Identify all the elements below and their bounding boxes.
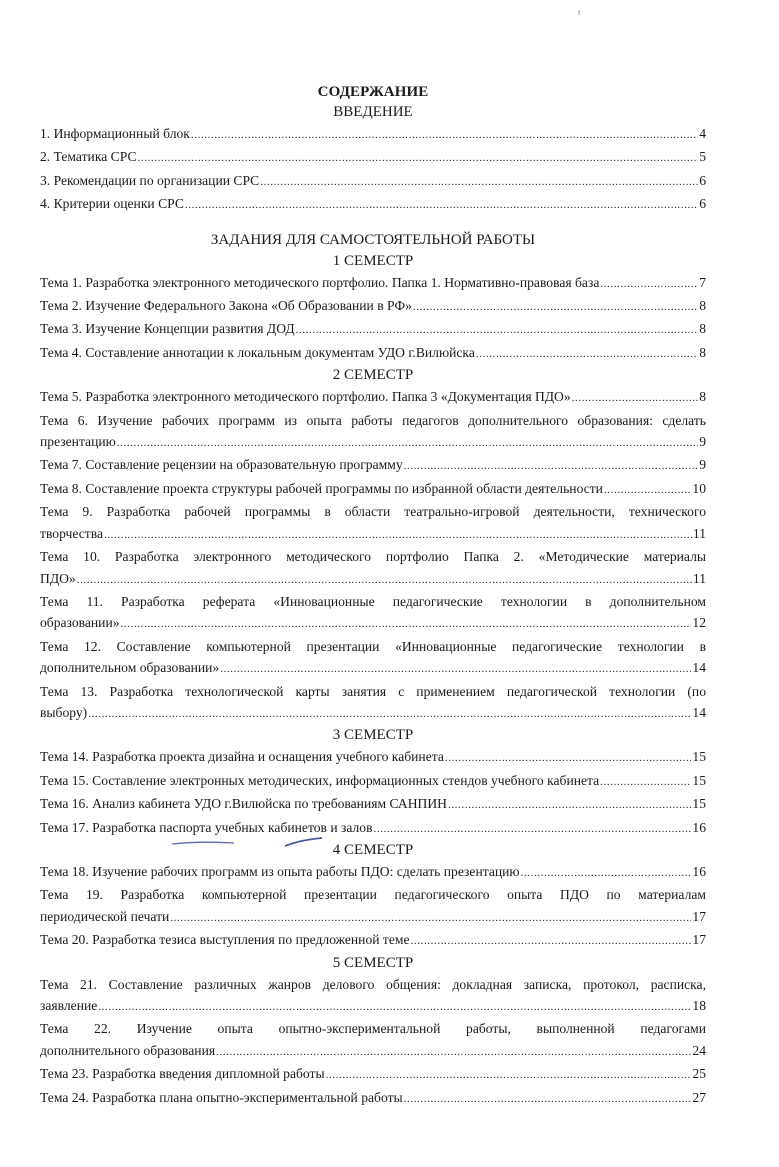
dot-leader [600,274,698,295]
toc-entry[interactable] [40,295,706,318]
toc-entry-line [40,702,706,725]
toc-entry-line [40,454,706,477]
page-number: 10 [692,480,706,496]
semester-heading: 1 СЕМЕСТР [332,252,414,269]
toc-entry-line [40,770,706,793]
page-number: 27 [692,1089,706,1105]
page-number: 15 [692,772,706,788]
toc-entry-line [40,295,706,318]
dot-leader [138,148,699,169]
toc-entry-line [40,906,706,929]
toc-entry-text: Тема 2. Изучение Федерального Закона «Об Образовании в РФ» [40,298,412,314]
toc-entry-text: Тема 9. Разработка рабочей программы в области театрально-игровой деятельности, технического [40,504,706,520]
toc-entry[interactable] [40,770,706,793]
toc-entry-text: Тема 13. Разработка технологической карты занятия с применением педагогической технологии (по [40,683,706,699]
dot-leader [326,1065,692,1086]
toc-entry-line [40,272,706,295]
toc-entry-text: Тема 7. Составление рецензии на образовательную программу [40,457,403,473]
toc-entry[interactable] [40,884,706,929]
semesters-container [40,251,706,1110]
toc-entry-line [40,612,706,635]
toc-entry-text: Тема 11. Разработка реферата «Инновационные педагогические технологии в дополнительном [40,593,706,609]
toc-entry-line [40,1087,706,1110]
toc-entry-text: Тема 14. Разработка проекта дизайна и оснащения учебного кабинета [40,749,444,765]
page-number: 17 [692,932,706,948]
toc-entry[interactable] [40,1063,706,1086]
tasks-heading: ЗАДАНИЯ ДЛЯ САМОСТОЯТЕЛЬНОЙ РАБОТЫ [210,231,536,248]
semester-heading: 5 СЕМЕСТР [332,954,414,971]
semester-heading: 2 СЕМЕСТР [332,367,414,384]
page-number: 24 [692,1042,706,1058]
dot-leader [104,525,692,546]
toc-entry-line [40,861,706,884]
toc-entry-text: образовании» [40,615,120,631]
page-title: СОДЕРЖАНИЕ [317,84,429,100]
toc-entry-text: Тема 10. Разработка электронного методического портфолио Папка 2. «Методические материалы [40,549,706,565]
toc-entry-text: периодической печати [40,908,170,924]
toc-entry-text: Тема 8. Составление проекта структуры рабочей программы по избранной области деятельности [40,480,603,496]
toc-entry-text: дополнительного образования [40,1042,216,1058]
toc-entry-text: 3. Рекомендации по организации СРС [40,172,260,188]
dot-leader [170,908,691,929]
toc-entry-text: Тема 20. Разработка тезиса выступления по предложенной теме [40,932,410,948]
toc-entry-text: выбору) [40,704,88,720]
semester-heading: 4 СЕМЕСТР [332,841,414,858]
toc-entry[interactable] [40,318,706,341]
dot-leader [604,480,691,501]
toc-entry-text: Тема 19. Разработка компьютерной презентации педагогического опыта ПДО по материалам [40,887,706,903]
toc-entry-line [40,1040,706,1063]
dot-leader [411,931,692,952]
page-number: 9 [699,434,706,450]
toc-entry-text: дополнительном образовании» [40,660,220,676]
page-number: 9 [699,457,706,473]
toc-entry-line [40,929,706,952]
dot-leader [98,997,691,1018]
toc-entry[interactable] [40,123,706,146]
toc-entry-text: Тема 18. Изучение рабочих программ из опыта работы ПДО: сделать презентацию [40,863,520,879]
page-number: 8 [699,344,706,360]
page-number: 8 [699,389,706,405]
dot-leader [521,863,692,884]
toc-entry-line [40,657,706,680]
page-number: 16 [692,819,706,835]
dot-leader [191,125,698,146]
toc-entry[interactable] [40,681,706,726]
dot-leader [216,1042,691,1063]
toc-entry[interactable] [40,636,706,681]
toc-entry[interactable] [40,410,706,455]
dot-leader [448,795,691,816]
dot-leader [88,704,691,725]
intro-list [40,123,706,217]
intro-heading: ВВЕДЕНИЕ [333,104,413,120]
dot-leader [413,297,698,318]
toc-entry-line [40,193,706,216]
dot-leader [296,320,699,341]
toc-entry-text: Тема 6. Изучение рабочих программ из опыта работы педагогов дополнительного образования: сделать [40,412,706,428]
page-number: 6 [699,196,706,212]
page-number: 7 [699,274,706,290]
toc-entry-text: Тема 17. Разработка паспорта учебных кабинетов и залов [40,819,373,835]
toc-entry[interactable] [40,793,706,816]
dot-leader [220,659,691,680]
page-number: 8 [699,321,706,337]
toc-entry-line [40,170,706,193]
toc-entry-line [40,123,706,146]
dot-leader [600,772,691,793]
dot-leader [404,1089,692,1110]
toc-entry-line [40,746,706,769]
toc-entry-line [40,386,706,409]
page-number: 18 [692,998,706,1013]
page-number: 11 [692,570,706,586]
toc-entry[interactable] [40,1018,706,1063]
dot-leader [77,570,692,591]
toc-entry[interactable] [40,591,706,636]
page-number: 4 [699,126,706,141]
toc-entry[interactable] [40,386,706,409]
toc-entry-line [40,568,706,591]
toc-entry-text: 2. Тематика СРС [40,149,137,165]
page-number: 25 [692,1066,706,1082]
toc-entry-text: Тема 23. Разработка введения дипломной работы [40,1066,325,1082]
toc-entry-line [40,995,706,1018]
table-of-contents [40,80,706,1110]
toc-entry[interactable] [40,170,706,193]
page-number: 11 [692,525,706,541]
toc-entry[interactable] [40,817,706,840]
toc-entry[interactable] [40,974,706,1019]
page-number: 12 [692,615,706,631]
toc-entry-text: 4. Критерии оценки СРС [40,196,184,212]
toc-entry[interactable] [40,501,706,546]
page-number: 15 [692,749,706,765]
dot-leader [185,195,698,216]
toc-entry-text: 1. Информационный блок [40,126,190,141]
toc-entry[interactable] [40,272,706,295]
toc-entry-text: Тема 22. Изучение опыта опытно-экспериментальной работы, выполненной педагогами [40,1021,706,1037]
toc-entry-line [40,793,706,816]
toc-entry-line [40,342,706,365]
toc-entry[interactable] [40,746,706,769]
page-number: 8 [699,298,706,314]
page-number: 17 [692,908,706,924]
page-number: 14 [692,660,706,676]
page-number: 15 [692,796,706,812]
toc-entry-text: Тема 4. Составление аннотации к локальным документам УДО г.Вилюйска [40,344,475,360]
toc-entry[interactable] [40,454,706,477]
toc-entry-line [40,146,706,169]
toc-entry-line [40,817,706,840]
toc-entry-text: творчества [40,525,103,541]
toc-entry[interactable] [40,193,706,216]
scan-artifact [578,10,580,15]
dot-leader [404,456,699,477]
toc-entry[interactable] [40,861,706,884]
toc-entry-line [40,1063,706,1086]
toc-entry-line [40,431,706,454]
dot-leader [445,748,692,769]
page-number: 14 [692,704,706,720]
dot-leader [374,819,692,840]
dot-leader [476,344,698,365]
toc-entry-line [40,318,706,341]
semester-heading: 3 СЕМЕСТР [332,727,414,744]
toc-entry-text: Тема 21. Составление различных жанров делового общения: докладная записка, протокол, расписка, [40,976,706,992]
spacer [40,217,706,230]
dot-leader [121,614,692,635]
toc-entry[interactable] [40,546,706,591]
toc-entry-text: презентацию [40,434,116,450]
toc-entry-text: Тема 5. Разработка электронного методического портфолио. Папка 3 «Документация ПДО» [40,389,571,405]
toc-entry-text: заявление [40,998,98,1013]
toc-entry-text: Тема 16. Анализ кабинета УДО г.Вилюйска по требованиям САНПИН [40,796,447,812]
toc-entry-text: Тема 1. Разработка электронного методического портфолио. Папка 1. Нормативно-правовая база [40,274,600,290]
toc-entry-text: ПДО» [40,570,76,586]
toc-entry-line [40,523,706,546]
page-number: 16 [692,863,706,879]
toc-entry-line [40,478,706,501]
dot-leader [260,172,698,193]
page-number: 6 [699,172,706,188]
page-number: 5 [699,149,706,165]
toc-entry[interactable] [40,478,706,501]
toc-entry-text: Тема 15. Составление электронных методических, информационных стендов учебного кабинета [40,772,600,788]
dot-leader [572,388,699,409]
toc-entry-text: Тема 24. Разработка плана опытно-экспериментальной работы [40,1089,403,1105]
dot-leader [117,433,698,454]
toc-entry[interactable] [40,929,706,952]
toc-entry[interactable] [40,342,706,365]
toc-entry-text: Тема 3. Изучение Концепции развития ДОД [40,321,295,337]
toc-entry[interactable] [40,146,706,169]
toc-entry-text: Тема 12. Составление компьютерной презентации «Инновационные педагогические технологии в [40,638,706,654]
toc-entry[interactable] [40,1087,706,1110]
